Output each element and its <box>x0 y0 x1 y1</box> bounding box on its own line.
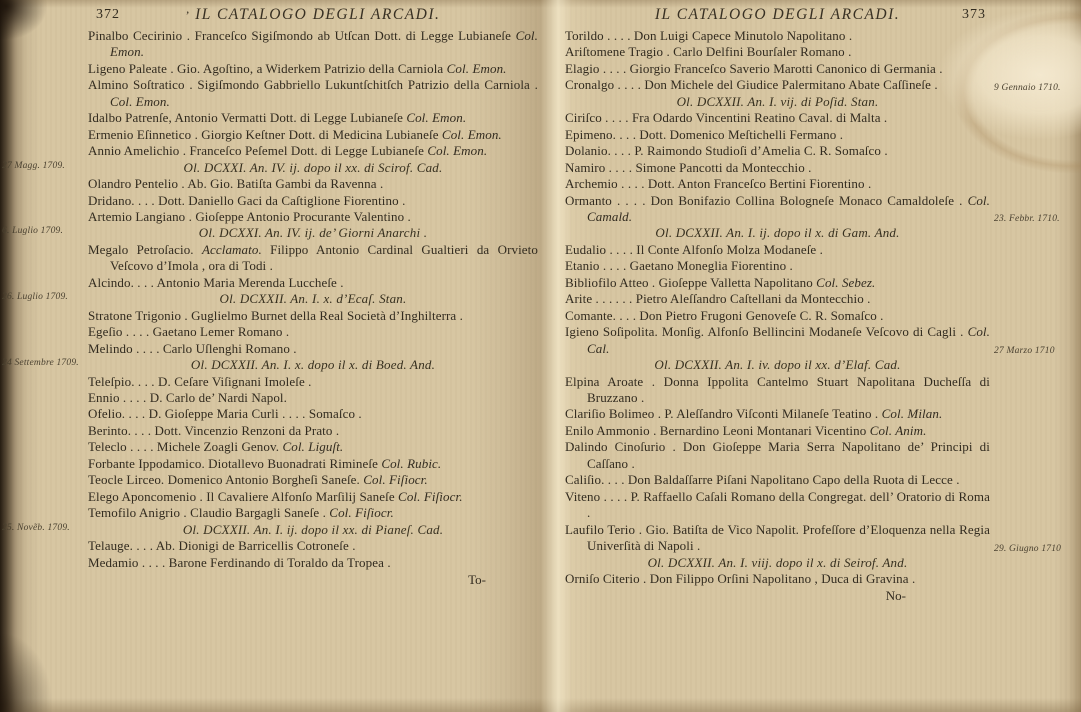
catalog-entry <box>88 555 538 571</box>
colony-name: Col. Anim. <box>869 422 927 438</box>
catalog-entry <box>565 571 990 587</box>
catalog-entry <box>88 324 538 340</box>
catalog-entry <box>565 489 990 522</box>
colony-name: Col. Rubic. <box>381 455 442 471</box>
colony-name: Col. Fiſiocr. <box>363 472 428 488</box>
catalog-entry <box>88 143 538 159</box>
catalog-entries-left <box>2 28 538 571</box>
catalog-entry <box>88 341 538 357</box>
entry-text: Melindo . . . . Carlo Uſlenghi Romano . <box>88 340 297 356</box>
catalog-entry <box>88 61 538 77</box>
entry-text: Epimeno. . . . Dott. Domenico Meſtichelli Fermano . <box>565 126 844 142</box>
catalog-entries-right <box>565 28 1062 587</box>
catalog-entry <box>565 472 990 488</box>
colony-name: Col. Emon. <box>446 60 507 76</box>
entry-text: Olandro Pentelio . Ab. Gio. Batiſta Gambi da Ravenna . <box>88 176 384 192</box>
margin-date: 27 Marzo 1710 <box>994 346 1055 357</box>
entry-text: Berinto. . . . Dott. Vincenzio Renzoni da Prato . <box>88 422 340 438</box>
page-right <box>565 6 1062 604</box>
catalog-entry <box>88 209 538 225</box>
entry-text: Comante. . . . Don Pietro Frugoni Genoveſe C. R. Somaſco . <box>565 307 884 323</box>
catalog-entry <box>88 423 538 439</box>
entry-text: Medamio . . . . Barone Ferdinando di Toraldo da Tropea . <box>88 554 391 570</box>
entry-text: Archemio . . . . Dott. Anton Franceſco Bertini Fiorentino . <box>565 176 872 192</box>
catalog-entry <box>88 439 538 455</box>
colony-name: Col. Emon. <box>441 126 502 142</box>
entry-text: Orniſo Citerio . Don Filippo Orſini Napolitano , Duca di Gravina . <box>565 570 916 586</box>
olympiad-heading-text: Ol. DCXXII. An. I. iv. dopo il xx. d’Elaf. Cad. <box>654 357 901 373</box>
catalog-entry <box>565 110 990 126</box>
catalog-entry <box>565 308 990 324</box>
margin-date: 26. Luglio 1709. <box>2 292 69 303</box>
catalog-entry <box>88 489 538 505</box>
colony-name: Col. Emon. <box>110 28 538 60</box>
running-title-right: IL CATALOGO DEGLI ARCADI. <box>654 6 901 23</box>
margin-date: 23. Febbr. 1710. <box>994 214 1060 225</box>
entry-text: Ennio . . . . D. Carlo de’ Nardi Napol. <box>88 389 287 405</box>
catalog-entry <box>88 390 538 406</box>
colony-name: Col. Emon. <box>427 143 488 159</box>
entry-text: Ormanto . . . . Don Bonifazio Collina Bologneſe Monaco Camaldoleſe . <box>565 192 968 208</box>
catchword-left: To- <box>468 571 486 587</box>
entry-text: Temofilo Anigrio . Claudio Bargagli Saneſe . <box>88 505 330 521</box>
entry-text: Pinalbo Cecirinio . Franceſco Sigiſmondo ab Utſcan Dott. di Legge Lubianeſe <box>88 28 516 43</box>
olympiad-heading-text: Ol. DCXXI. An. IV. ij. de’ Giorni Anarchi . <box>198 225 428 241</box>
olympiad-heading-text: Ol. DCXXII. An. I. viij. dopo il x. di Seirof. And. <box>647 554 908 570</box>
olympiad-heading <box>565 543 1062 571</box>
olympiad-heading <box>2 521 538 538</box>
entry-text: Teleclo . . . . Michele Zoagli Genov. <box>88 439 283 455</box>
entry-text: Stratone Trigonio . Guglielmo Burnet della Real Società d’Inghilterra . <box>88 307 464 323</box>
entry-text: Artemio Langiano . Gioſeppe Antonio Procurante Valentino . <box>88 208 411 224</box>
catalog-entry <box>88 472 538 488</box>
olympiad-heading-text: Ol. DCXXII. An. I. ij. dopo il xx. di Pianeſ. Cad. <box>182 521 444 537</box>
catalog-entry <box>565 127 990 143</box>
catalog-entry <box>565 28 990 44</box>
entry-text: Teocle Lirceo. Domenico Antonio Borgheſi Saneſe. <box>88 472 364 488</box>
catalog-entry <box>565 258 990 274</box>
entry-text: Megalo Petroſacio. <box>88 241 202 257</box>
catalog-entry <box>88 127 538 143</box>
colony-name: Col. Emon. <box>110 93 170 109</box>
catalog-entry <box>565 291 990 307</box>
catchword-right: No- <box>885 588 906 604</box>
entry-text: Ciriſco . . . . Fra Odardo Vincentini Reatino Caval. di Malta . <box>565 110 888 126</box>
entry-text: Igieno Soſipolita. Monſig. Alfonſo Bellincini Modaneſe Veſcovo di Cagli . <box>565 324 968 340</box>
olympiad-heading-text: Ol. DCXXII. An. I. x. d’Ecaſ. Stan. <box>219 291 407 307</box>
entry-text: Egeſio . . . . Gaetano Lemer Romano . <box>88 324 290 340</box>
catalog-entry <box>565 77 990 93</box>
entry-text: Viteno . . . . P. Raffaello Caſali Romano della Congregat. dell’ Oratorio di Roma . <box>565 488 990 521</box>
catalog-entry <box>565 160 990 176</box>
olympiad-heading-text: Ol. DCXXII. An. I. x. dopo il x. di Boed. And. <box>190 357 436 373</box>
catalog-entry <box>88 374 538 390</box>
page-left <box>2 6 538 588</box>
catalog-entry <box>565 275 990 291</box>
title-ink-mark: ’ <box>185 8 192 22</box>
colony-name: Col. Emon. <box>406 110 467 126</box>
catalog-entry <box>565 61 990 77</box>
olympiad-heading <box>565 346 1055 373</box>
catalog-entry <box>565 522 990 555</box>
entry-text: Ermenio Eſinnetico . Giorgio Keſtner Dott. di Medicina Lubianeſe <box>88 126 442 142</box>
page-right-header <box>565 6 990 27</box>
catalog-entry <box>88 242 538 275</box>
catalog-entry <box>88 176 538 192</box>
entry-text: Bibliofilo Atteo . Gioſeppe Valletta Napolitano <box>565 274 817 290</box>
colony-name: Acclamato. <box>201 241 262 257</box>
catalog-entry <box>88 77 538 110</box>
entry-text: Dalindo Cinoſurio . Don Gioſeppe Maria Serra Napolitano de’ Principi di Caſſano . <box>565 439 990 471</box>
catalog-entry <box>88 308 538 324</box>
catalog-entry <box>565 406 990 422</box>
entry-text: Torildo . . . . Don Luigi Capece Minutolo Napolitano . <box>565 28 853 43</box>
margin-date: 6. Luglio 1709. <box>2 226 64 237</box>
olympiad-heading-text: Ol. DCXXI. An. IV. ij. dopo il xx. di Scirof. Cad. <box>183 159 443 175</box>
entry-text: Ligeno Paleate . Gio. Agoſtino, a Widerkem Patrizio della Carniola <box>88 60 447 76</box>
entry-text: Ariſtomene Tragio . Carlo Delfini Bourſaler Romano . <box>565 44 852 60</box>
running-title-left-text: IL CATALOGO DEGLI ARCADI. <box>195 6 441 23</box>
catalog-entry <box>88 406 538 422</box>
catalog-entry <box>565 324 990 357</box>
olympiad-heading <box>2 291 538 307</box>
page-number-right: 373 <box>962 7 986 22</box>
entry-text: Almino Soſtratico . Sigiſmondo Gabbriello Lukuntſchitſch Patrizio della Carniola . <box>88 77 538 93</box>
catalog-entry <box>565 44 990 60</box>
margin-date: 24 Settembre 1709. <box>2 358 79 369</box>
entry-text: Telauge. . . . Ab. Dionigi de Barricellis Cotroneſe . <box>88 538 356 554</box>
olympiad-heading <box>2 357 538 373</box>
catalog-entry <box>88 538 538 554</box>
olympiad-heading <box>2 225 538 241</box>
entry-text: Alcindo. . . . Antonio Maria Merenda Luccheſe . <box>88 274 344 290</box>
catalog-entry <box>88 456 538 472</box>
entry-text: Cronalgo . . . . Don Michele del Giudice Palermitano Abate Caſſineſe . <box>565 77 938 93</box>
entry-text: Namiro . . . . Simone Pancotti da Montecchio . <box>565 159 812 175</box>
entry-text: Dridano. . . . Dott. Daniello Gaci da Caſtiglione Fiorentino . <box>88 192 406 208</box>
entry-text: Elpina Aroate . Donna Ippolita Cantelmo Stuart Napolitana Ducheſſa di Bruzzano . <box>565 373 990 405</box>
entry-text: Enilo Ammonio . Bernardino Leoni Montanari Vicentino <box>565 422 870 438</box>
catalog-entry <box>88 505 538 521</box>
margin-date: 29. Giugno 1710 <box>994 543 1062 554</box>
colony-name: Col. Cal. <box>587 324 990 356</box>
margin-date: 9 Gennaio 1710. <box>994 82 1061 93</box>
catalog-entry <box>565 176 990 192</box>
entry-text: Elagio . . . . Giorgio Franceſco Saverio Marotti Canonico di Germania . <box>565 60 943 76</box>
margin-date: 27 Magg. 1709. <box>2 160 65 171</box>
olympiad-heading-text: Ol. DCXXII. An. I. ij. dopo il x. di Gam. And. <box>655 225 900 241</box>
catalog-entry <box>565 143 990 159</box>
olympiad-heading-text: Ol. DCXXII. An. I. vij. di Poſid. Stan. <box>676 93 879 109</box>
colony-name: Col. Camald. <box>587 192 990 224</box>
catalog-entry <box>88 275 538 291</box>
margin-date: 25. Novẽb. 1709. <box>2 522 70 533</box>
entry-text: Arite . . . . . . Pietro Aleſſandro Caſtellani da Montecchio . <box>565 291 871 307</box>
catalog-entry <box>565 439 990 472</box>
olympiad-heading <box>2 159 538 176</box>
olympiad-heading <box>565 214 1060 241</box>
colony-name: Col. Fiſiocr. <box>398 488 463 504</box>
entry-text: Dolanio. . . . P. Raimondo Studioſi d’Amelia C. R. Somaſco . <box>565 143 888 159</box>
catalog-entry <box>88 28 538 61</box>
entry-text: Clariſio Bolimeo . P. Aleſſandro Viſconti Milaneſe Teatino . <box>565 406 882 422</box>
page-number-left: 372 <box>96 7 120 22</box>
entry-text: Ofelio. . . . D. Gioſeppe Maria Curli . . . . Somaſco . <box>88 406 362 422</box>
entry-text: Caliſio. . . . Don Baldaſſarre Piſani Napolitano Capo della Ruota di Lecce . <box>565 472 960 488</box>
entry-text: Idalbo Patrenſe, Antonio Vermatti Dott. di Legge Lubianeſe <box>88 110 407 126</box>
page-left-header <box>88 6 538 27</box>
catalog-entry <box>565 193 990 226</box>
entry-text: Annio Amelichio . Franceſco Peſemel Dott. di Legge Lubianeſe <box>88 143 428 159</box>
catalog-entry <box>565 423 990 439</box>
entry-text: Eudalio . . . . Il Conte Alfonſo Molza Modaneſe . <box>565 241 823 257</box>
colony-name: Col. Liguſt. <box>282 439 344 455</box>
catalog-entry <box>565 374 990 407</box>
entry-text: Elego Aponcomenio . Il Cavaliere Alfonſo Marſilij Saneſe <box>88 488 399 504</box>
catalog-entry <box>565 242 990 258</box>
entry-text: Laufilo Terio . Gio. Batiſta de Vico Napolit. Profeſſore d’Eloquenza nella Regia Univerſità di Napoli . <box>565 521 990 554</box>
catalog-entry <box>88 193 538 209</box>
colony-name: Col. Fiſiocr. <box>329 505 394 521</box>
running-title-left <box>88 6 538 24</box>
entry-text: Etanio . . . . Gaetano Moneglia Fiorentino . <box>565 258 793 274</box>
colony-name: Col. Milan. <box>881 406 943 422</box>
entry-text: Teleſpio. . . . D. Ceſare Viſignani Imoleſe . <box>88 373 312 389</box>
catalog-entry <box>88 110 538 126</box>
entry-text: Forbante Ippodamico. Diotallevo Buonadrati Rimineſe <box>88 455 382 471</box>
colony-name: Col. Sebez. <box>816 274 876 290</box>
entry-text: Filippo Antonio Cardinal Gualtieri da Orvieto Veſcovo d’Imola , ora di Todi . <box>110 241 538 274</box>
